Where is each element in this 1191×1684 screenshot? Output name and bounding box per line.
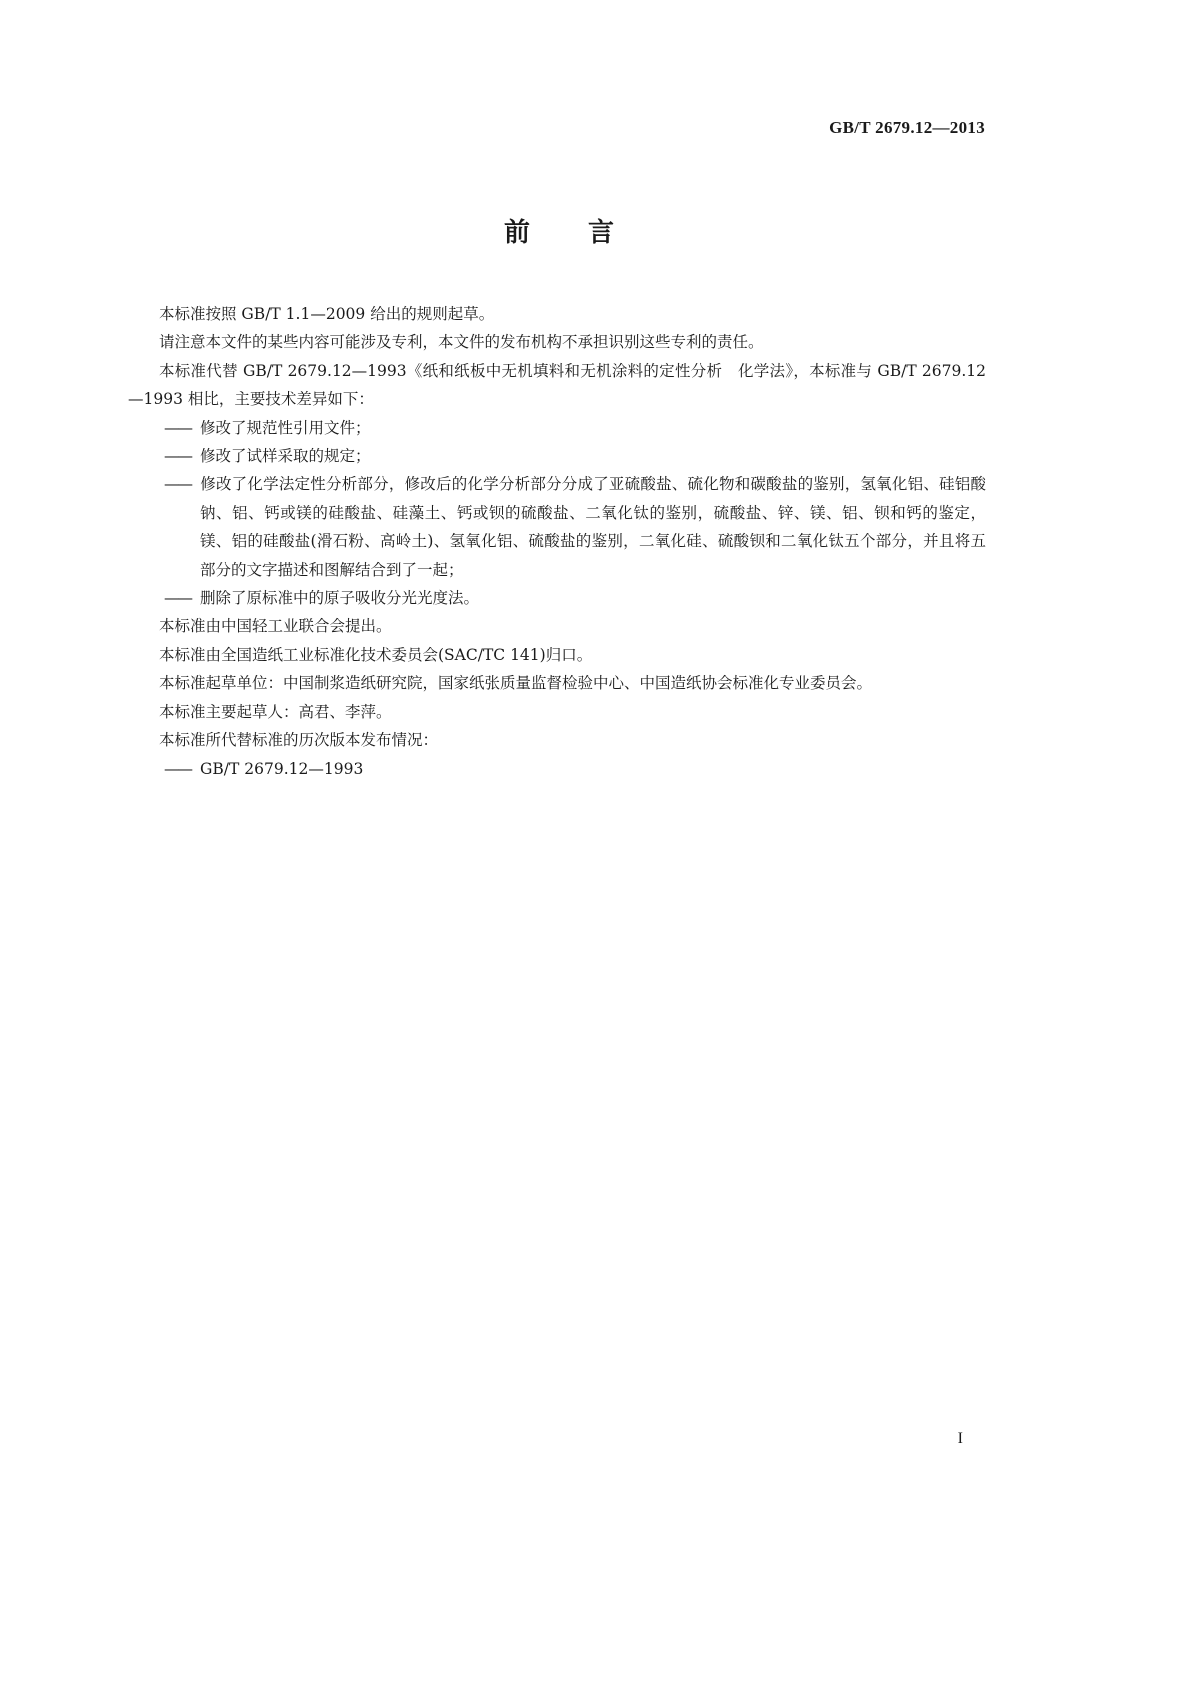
change-item-text: 删除了原标准中的原子吸收分光光度法。 xyxy=(200,589,480,608)
history-item xyxy=(128,755,986,783)
change-item-text: 修改了规范性引用文件； xyxy=(200,418,371,437)
paragraph-drafting-rules: 本标准按照 GB/T 1.1—2009 给出的规则起草。 xyxy=(159,305,495,323)
paragraph-history-intro: 本标准所代替标准的历次版本发布情况： xyxy=(159,731,439,750)
paragraph-patent-notice: 请注意本文件的某些内容可能涉及专利，本文件的发布机构不承担识别这些专利的责任。 xyxy=(159,333,764,352)
change-item xyxy=(128,470,986,584)
dash-symbol: —— xyxy=(164,475,191,494)
page-title-char-1: 前 xyxy=(503,218,530,248)
paragraph-drafters: 本标准主要起草人：高君、李萍。 xyxy=(159,702,392,721)
page-number: I xyxy=(957,1430,963,1447)
change-item xyxy=(128,414,986,442)
paragraph-drafting-units: 本标准起草单位：中国制浆造纸研究院，国家纸张质量监督检验中心、中国造纸协会标准化专业委员会。 xyxy=(159,674,873,693)
paragraph-replacement: 本标准代替 GB/T 2679.12—1993《纸和纸板中无机填料和无机涂料的定性分析 化学法》，本标准与 GB/T 2679.12—1993 相比，主要技术差异如下： xyxy=(128,361,986,409)
history-item-text: GB/T 2679.12—1993 xyxy=(200,759,364,778)
paragraph-proposer: 本标准由中国轻工业联合会提出。 xyxy=(159,617,392,636)
change-item xyxy=(128,584,986,612)
paragraph-committee: 本标准由全国造纸工业标准化技术委员会(SAC/TC 141)归口。 xyxy=(159,645,593,664)
change-item-text: 修改了化学法定性分析部分，修改后的化学分析部分分成了亚硫酸盐、硫化物和碳酸盐的鉴别，氢氧化铝、硅铝酸钠、铝、钙或镁的硅酸盐、硅藻土、钙或钡的硫酸盐、二氧化钛的鉴别，硫酸盐、锌、镁、铝、钡和钙的鉴定，镁、铝的硅酸盐(滑石粉、高岭土)、氢氧化铝、硫酸盐的鉴别，二氧化硅、硫酸钡和二氧化钛五个部分，并且将五部分的文字描述和图解结合到了一起； xyxy=(200,475,986,579)
dash-symbol: —— xyxy=(164,418,191,437)
dash-symbol: —— xyxy=(164,759,191,778)
dash-symbol: —— xyxy=(164,589,191,608)
document-number: GB/T 2679.12—2013 xyxy=(829,118,985,137)
dash-symbol: —— xyxy=(164,447,191,466)
preface-body xyxy=(128,300,986,783)
page-title-char-2: 言 xyxy=(588,218,615,248)
page-title xyxy=(0,212,1118,249)
change-item-text: 修改了试样采取的规定； xyxy=(200,447,371,466)
change-item xyxy=(128,442,986,470)
